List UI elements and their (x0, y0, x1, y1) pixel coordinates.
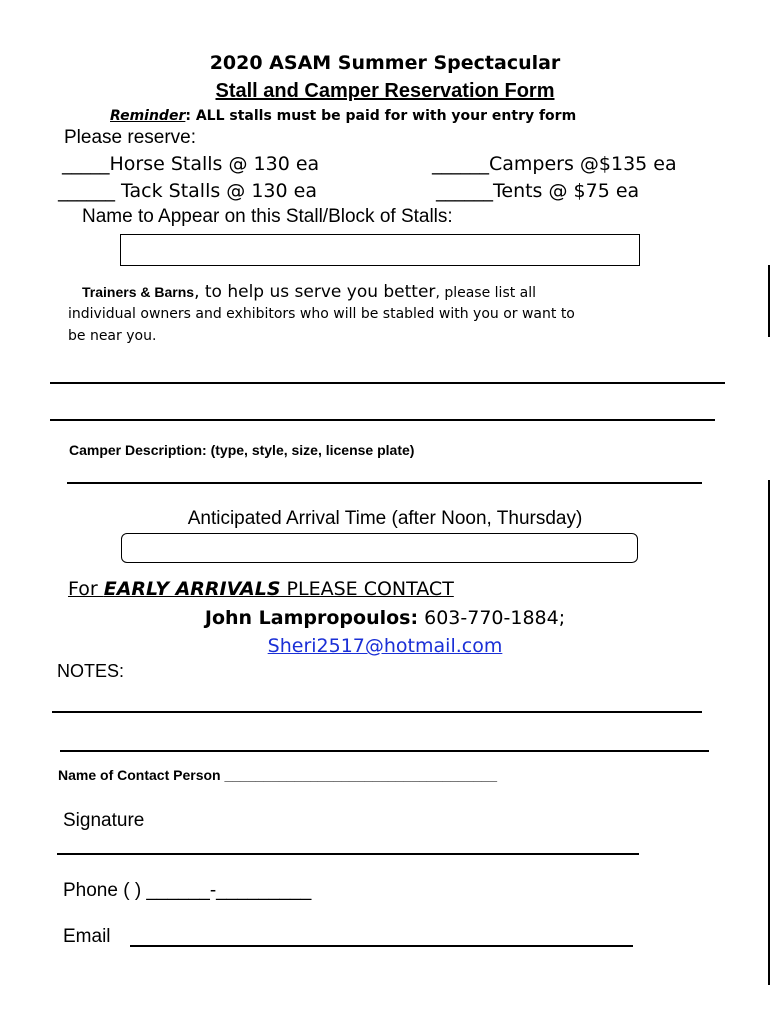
contact-name: John Lampropoulos: (204, 607, 419, 629)
trainers-small: , please list all (435, 285, 537, 301)
tack-stalls-item: ______ Tack Stalls @ 130 ea (58, 180, 317, 202)
reminder-text: : ALL stalls must be paid for with your entry form (185, 108, 577, 124)
trainers-big: , to help us serve you better (194, 282, 436, 302)
email-label: Email (63, 926, 111, 947)
owners-line-2[interactable] (50, 419, 715, 421)
early-prefix: For (68, 578, 104, 600)
arrival-time-input[interactable] (121, 533, 638, 563)
notes-line-2[interactable] (60, 750, 709, 752)
form-title-line2 (0, 80, 770, 103)
trainers-bold: Trainers & Barns (82, 284, 195, 300)
contact-person-field[interactable]: Name of Contact Person ___________________________________ (58, 767, 497, 783)
signature-line[interactable] (57, 853, 639, 855)
signature-label: Signature (63, 810, 145, 831)
trainers-note-line3: be near you. (68, 328, 157, 344)
email-line[interactable] (130, 945, 633, 947)
reminder (110, 108, 576, 124)
stall-name-label: Name to Appear on this Stall/Block of Stalls: (82, 206, 453, 227)
notes-line-1[interactable] (52, 711, 702, 713)
horse-stalls-item: _____Horse Stalls @ 130 ea (62, 153, 320, 175)
form-title-text: Stall and Camper Reservation Form (215, 80, 555, 102)
reminder-label: Reminder (110, 108, 186, 124)
camper-description-label: Camper Description: (type, style, size, license plate) (69, 442, 415, 458)
form-title-line1: 2020 ASAM Summer Spectacular (209, 52, 561, 74)
contact-email-link[interactable]: Sheri2517@hotmail.com (267, 635, 503, 657)
contact-phone: 603-770-1884; (418, 607, 566, 629)
stall-name-input[interactable] (120, 234, 640, 266)
owners-line-1[interactable] (50, 382, 725, 384)
early-bold: EARLY ARRIVALS (103, 578, 281, 600)
trainers-note-line2: individual owners and exhibitors who will be stabled with you or want to (68, 306, 575, 322)
notes-label: NOTES: (57, 661, 125, 681)
phone-field[interactable]: Phone ( ) ______-_________ (63, 880, 312, 901)
trainers-note-line1 (82, 282, 536, 302)
early-suffix: PLEASE CONTACT (280, 578, 454, 600)
arrival-time-label: Anticipated Arrival Time (after Noon, Thursday) (187, 508, 583, 529)
contact-john (0, 607, 770, 629)
please-reserve-label: Please reserve: (64, 127, 197, 148)
camper-description-line[interactable] (67, 482, 702, 484)
tents-item: ______Tents @ $75 ea (436, 180, 640, 202)
campers-item: ______Campers @$135 ea (432, 153, 677, 175)
early-arrivals-note (68, 578, 454, 600)
